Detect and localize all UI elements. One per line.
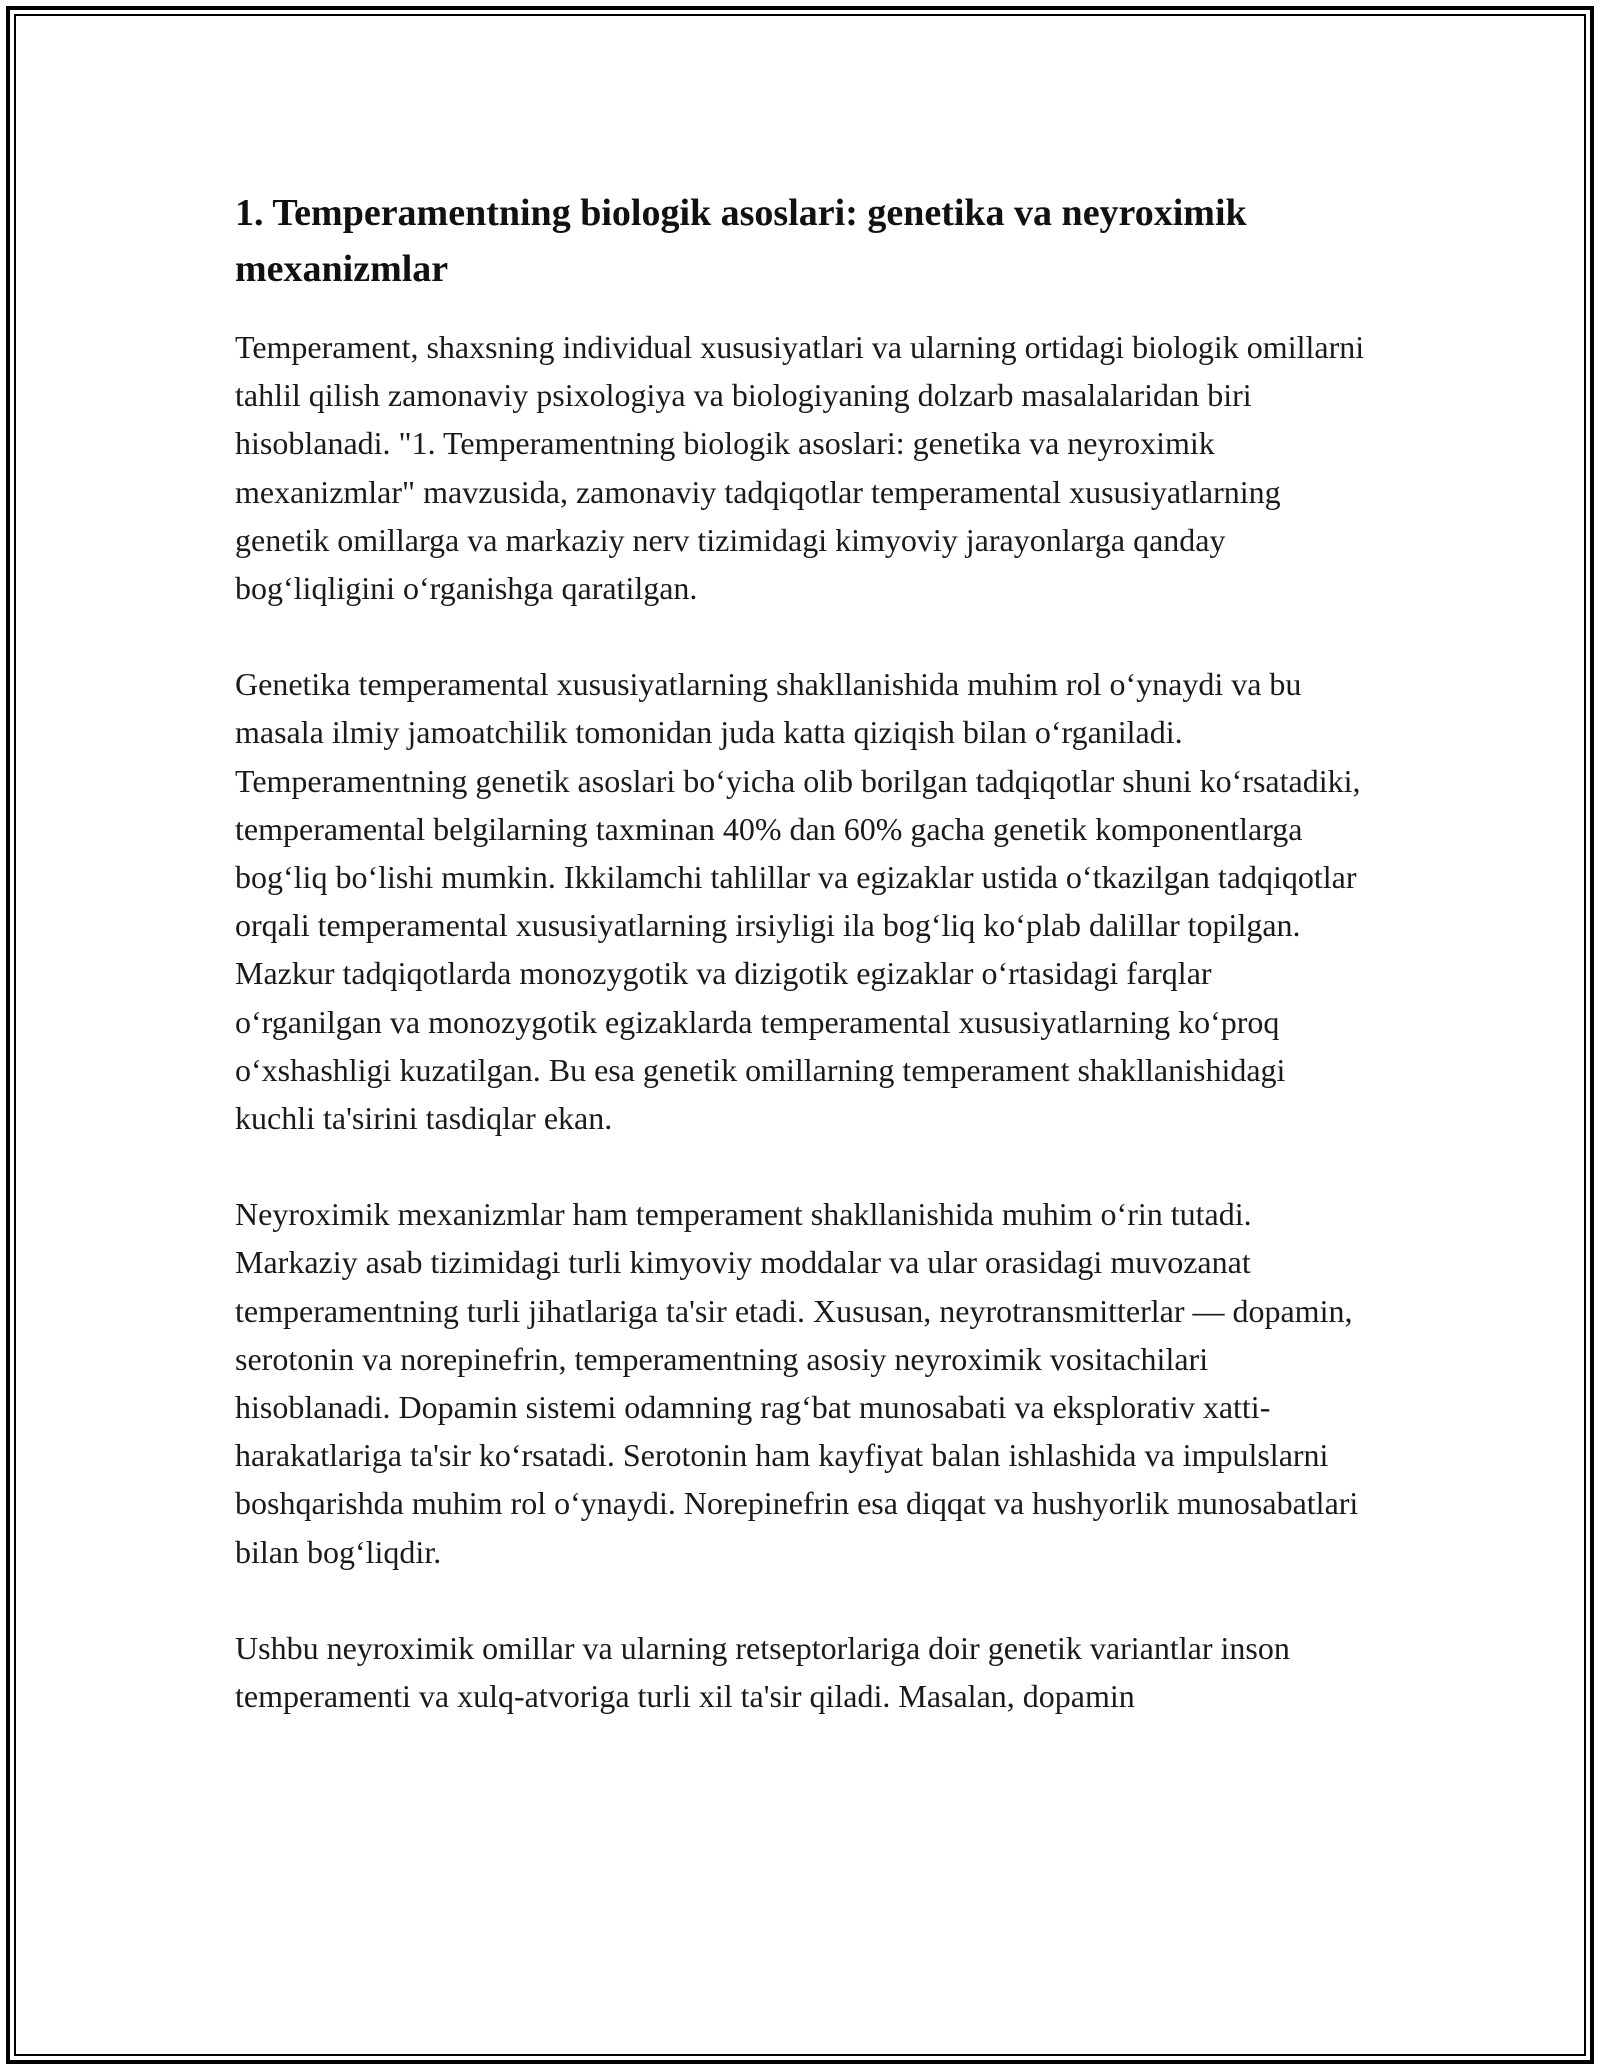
paragraph-intro: Temperament, shaxsning individual xususiyatlari va ularning ortidagi biologik omillarni tahlil qilish zamonaviy psixologiya va biologiyaning dolzarb masalalaridan biri hisoblanadi. "1. Temperamentning biologik asoslari: genetika va neyroximik mexanizmlar" mavzusida, zamonaviy tadqiqotlar temperamental xususiyatlarning genetik omillarga va markaziy nerv tizimidagi kimyoviy jarayonlarga qanday bog‘liqligini o‘rganishga qaratilgan. <box>235 329 1365 607</box>
document-body <box>235 185 1365 1720</box>
section-heading: 1. Temperamentning biologik asoslari: genetika va neyroximik mexanizmlar <box>235 192 1247 290</box>
paragraph-genetics: Genetika temperamental xususiyatlarning shakllanishida muhim rol o‘ynaydi va bu masala ilmiy jamoatchilik tomonidan juda katta qiziqish bilan o‘rganiladi. Temperamentning genetik asoslari bo‘yicha olib borilgan tadqiqotlar shuni ko‘rsatadiki, temperamental belgilarning taxminan 40% dan 60% gacha genetik komponentlarga bog‘liq bo‘lishi mumkin. Ikkilamchi tahlillar va egizaklar ustida o‘tkazilgan tadqiqotlar orqali temperamental xususiyatlarning irsiyligi ila bog‘liq ko‘plab dalillar topilgan. Mazkur tadqiqotlarda monozygotik va dizigotik egizaklar o‘rtasidagi farqlar o‘rganilgan va monozygotik egizaklarda temperamental xususiyatlarning ko‘proq o‘xshashligi kuzatilgan. Bu esa genetik omillarning temperament shakllanishidagi kuchli ta'sirini tasdiqlar ekan. <box>235 666 1361 1137</box>
paragraph-receptors: Ushbu neyroximik omillar va ularning retseptorlariga doir genetik variantlar inson temperamenti va xulq-atvoriga turli xil ta'sir qiladi. Masalan, dopamin <box>235 1629 1290 1715</box>
paragraph-neurochemistry: Neyroximik mexanizmlar ham temperament shakllanishida muhim o‘rin tutadi. Markaziy asab tizimidagi turli kimyoviy moddalar va ular orasidagi muvozanat temperamentning turli jihatlariga ta'sir etadi. Xususan, neyrotransmitterlar — dopamin, serotonin va norepinefrin, temperamentning asosiy neyroximik vositachilari hisoblanadi. Dopamin sistemi odamning rag‘bat munosabati va eksplorativ xatti-harakatlariga ta'sir ko‘rsatadi. Serotonin ham kayfiyat balan ishlashida va impulslarni boshqarishda muhim rol o‘ynaydi. Norepinefrin esa diqqat va hushyorlik munosabatlari bilan bog‘liqdir. <box>235 1196 1359 1570</box>
